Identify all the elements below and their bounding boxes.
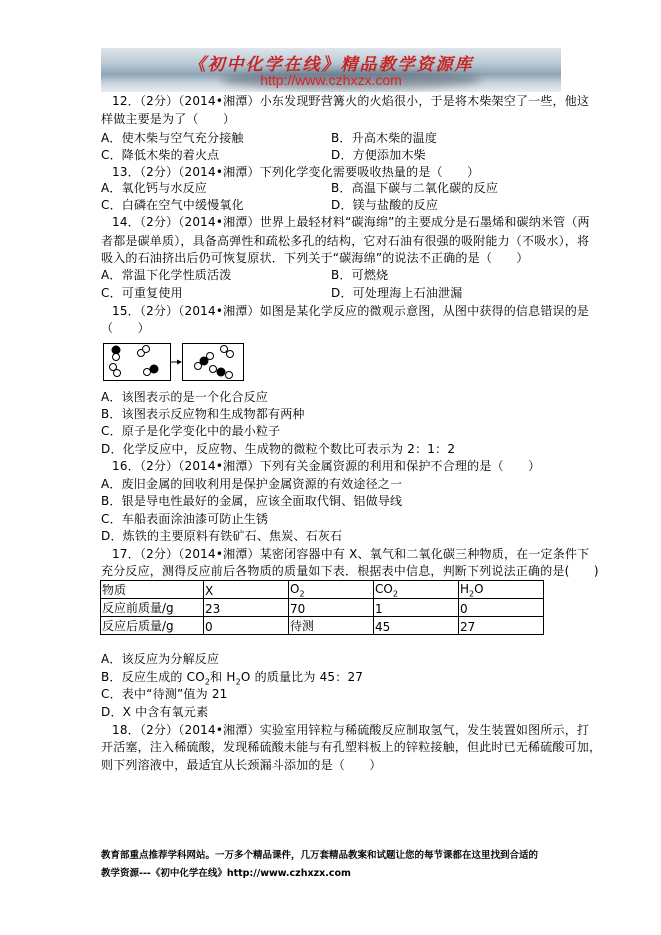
q13-option-d: D．镁与盐酸的反应 bbox=[331, 198, 439, 212]
q14-stem-cont: 吸入的石油挤出后仍可恢复原状．下列关于“碳海绵”的说法不正确的是（ ） bbox=[101, 251, 529, 265]
q18-stem-cont: 开活塞，注入稀硫酸，发现稀硫酸未能与有孔塑料板上的锌粒接触，但此时已无稀硫酸可加， bbox=[101, 740, 602, 754]
header-banner bbox=[101, 48, 561, 92]
q12-option-b: B．升高木柴的温度 bbox=[331, 131, 438, 145]
q17-stem: 17．（2分）（2014•湘潭）某密闭容器中有 X、氧气和二氧化碳三种物质，在一定条件下 bbox=[112, 547, 590, 561]
table-cell: 反应前质量/g bbox=[101, 599, 204, 617]
footer-line: 教育部重点推荐学科网站。一万多个精品课件，几万套精品教案和试题让您的每节课都在这里找到合适的 bbox=[101, 850, 539, 861]
q17-option-a: A．该反应为分解反应 bbox=[101, 652, 220, 666]
q16-option-c: C．车船表面涂油漆可防止生锈 bbox=[101, 512, 269, 526]
q15-stem-cont: （ ） bbox=[101, 321, 150, 335]
table-cell: 0 bbox=[459, 599, 544, 617]
q17-option-c: C．表中“待测”值为 21 bbox=[101, 687, 228, 701]
q12-stem: 12．（2分）（2014•湘潭）小东发现野营篝火的火焰很小，于是将木柴架空了一些，他这 bbox=[112, 94, 590, 108]
table-cell: 待测 bbox=[289, 617, 374, 635]
q13-stem: 13．（2分）（2014•湘潭）下列化学变化需要吸收热量的是（ ） bbox=[112, 165, 480, 179]
table-header-cell bbox=[459, 581, 544, 599]
q14-option-d: D．可处理海上石油泄漏 bbox=[331, 286, 463, 300]
q14-option-a: A．常温下化学性质活泼 bbox=[101, 268, 232, 282]
q14-option-b: B．可燃烧 bbox=[331, 268, 389, 282]
table-cell: 45 bbox=[374, 617, 459, 635]
q15-stem: 15．（2分）（2014•湘潭）如图是某化学反应的微观示意图，从图中获得的信息错误的是 bbox=[112, 304, 590, 318]
q12-option-a: A．使木柴与空气充分接触 bbox=[101, 131, 244, 145]
q17-option-d: D．X 中含有氧元素 bbox=[101, 705, 209, 719]
subscript: 2 bbox=[469, 589, 475, 598]
q16-option-d: D．炼铁的主要原料有铁矿石、焦炭、石灰石 bbox=[101, 529, 343, 543]
q12-stem-cont: 样做主要是为了（ ） bbox=[101, 112, 236, 126]
q12-option-d: D．方便添加木柴 bbox=[331, 148, 426, 162]
q16-stem: 16．（2分）（2014•湘潭）下列有关金属资源的利用和保护不合理的是（ ） bbox=[112, 459, 541, 473]
product-box bbox=[183, 344, 244, 381]
option-text: O 的质量比为 45：27 bbox=[240, 670, 364, 684]
q12-option-c: C．降低木柴的着火点 bbox=[101, 148, 220, 162]
table-header-cell bbox=[374, 581, 459, 599]
q15-option-c: C．原子是化学变化中的最小粒子 bbox=[101, 424, 281, 438]
q15-option-d: D．化学反应中，反应物、生成物的微粒个数比可表示为 2：1：2 bbox=[101, 442, 456, 456]
formula: O bbox=[290, 581, 300, 596]
q16-option-a: A．废旧金属的回收利用是保护金属资源的有效途径之一 bbox=[101, 477, 403, 491]
table-header-row bbox=[101, 581, 544, 599]
table-cell: 0 bbox=[204, 617, 289, 635]
reaction-diagram bbox=[100, 340, 250, 382]
option-text: B．反应生成的 CO bbox=[101, 670, 205, 684]
formula: H bbox=[460, 581, 470, 596]
table-cell: 27 bbox=[459, 617, 544, 635]
q18-stem: 18．（2分）（2014•湘潭）实验室用锌粒与稀硫酸反应制取氢气，发生装置如图所示，打 bbox=[112, 723, 590, 737]
mass-table bbox=[100, 580, 544, 635]
subscript: 2 bbox=[235, 677, 241, 687]
table-row bbox=[101, 599, 544, 617]
q13-option-c: C．白磷在空气中缓慢氧化 bbox=[101, 198, 244, 212]
banner-url: http://www.czhxzx.com bbox=[260, 72, 402, 88]
subscript: 2 bbox=[392, 589, 398, 598]
q14-option-c: C．可重复使用 bbox=[101, 286, 183, 300]
q13-option-a: A．氧化钙与水反应 bbox=[101, 181, 208, 195]
table-cell: 23 bbox=[204, 599, 289, 617]
q16-option-b: B．银是导电性最好的金属，应该全面取代铜、铝做导线 bbox=[101, 494, 403, 508]
formula: CO bbox=[375, 581, 393, 596]
q15-option-a: A．该图表示的是一个化合反应 bbox=[101, 390, 269, 404]
table-header-cell: X bbox=[204, 581, 289, 599]
q14-stem: 14．（2分）（2014•湘潭）世界上最轻材料“碳海绵”的主要成分是石墨烯和碳纳米管（两 bbox=[112, 215, 590, 229]
footer-line: 教学资源---《初中化学在线》http://www.czhxzx.com bbox=[101, 868, 351, 879]
q17-stem-cont: 充分反应，测得反应前后各物质的质量如下表．根据表中信息，判断下列说法正确的是( ) bbox=[101, 564, 599, 578]
q15-option-b: B．该图表示反应物和生成物都有两种 bbox=[101, 407, 305, 421]
table-cell: 70 bbox=[289, 599, 374, 617]
q18-stem-cont: 则下列溶液中，最适宜从长颈漏斗添加的是（ ） bbox=[101, 758, 382, 772]
table-header-cell bbox=[289, 581, 374, 599]
banner-title: 《初中化学在线》精品教学资源库 bbox=[188, 55, 474, 75]
molecule-co bbox=[112, 346, 120, 361]
q13-option-b: B．高温下碳与二氧化碳的反应 bbox=[331, 181, 499, 195]
table-cell: 1 bbox=[374, 599, 459, 617]
table-cell: 反应后质量/g bbox=[101, 617, 204, 635]
formula: O bbox=[474, 581, 484, 596]
arrow-icon bbox=[171, 360, 182, 365]
table-row bbox=[101, 617, 544, 635]
table-header-cell: 物质 bbox=[101, 581, 204, 599]
subscript: 2 bbox=[299, 589, 305, 598]
subscript: 2 bbox=[204, 677, 211, 687]
q14-stem-cont: 者都是碳单质），具备高弹性和疏松多孔的结构，它对石油有很强的吸附能力（不吸水），将 bbox=[101, 234, 590, 248]
option-text: 和 H bbox=[210, 670, 236, 684]
